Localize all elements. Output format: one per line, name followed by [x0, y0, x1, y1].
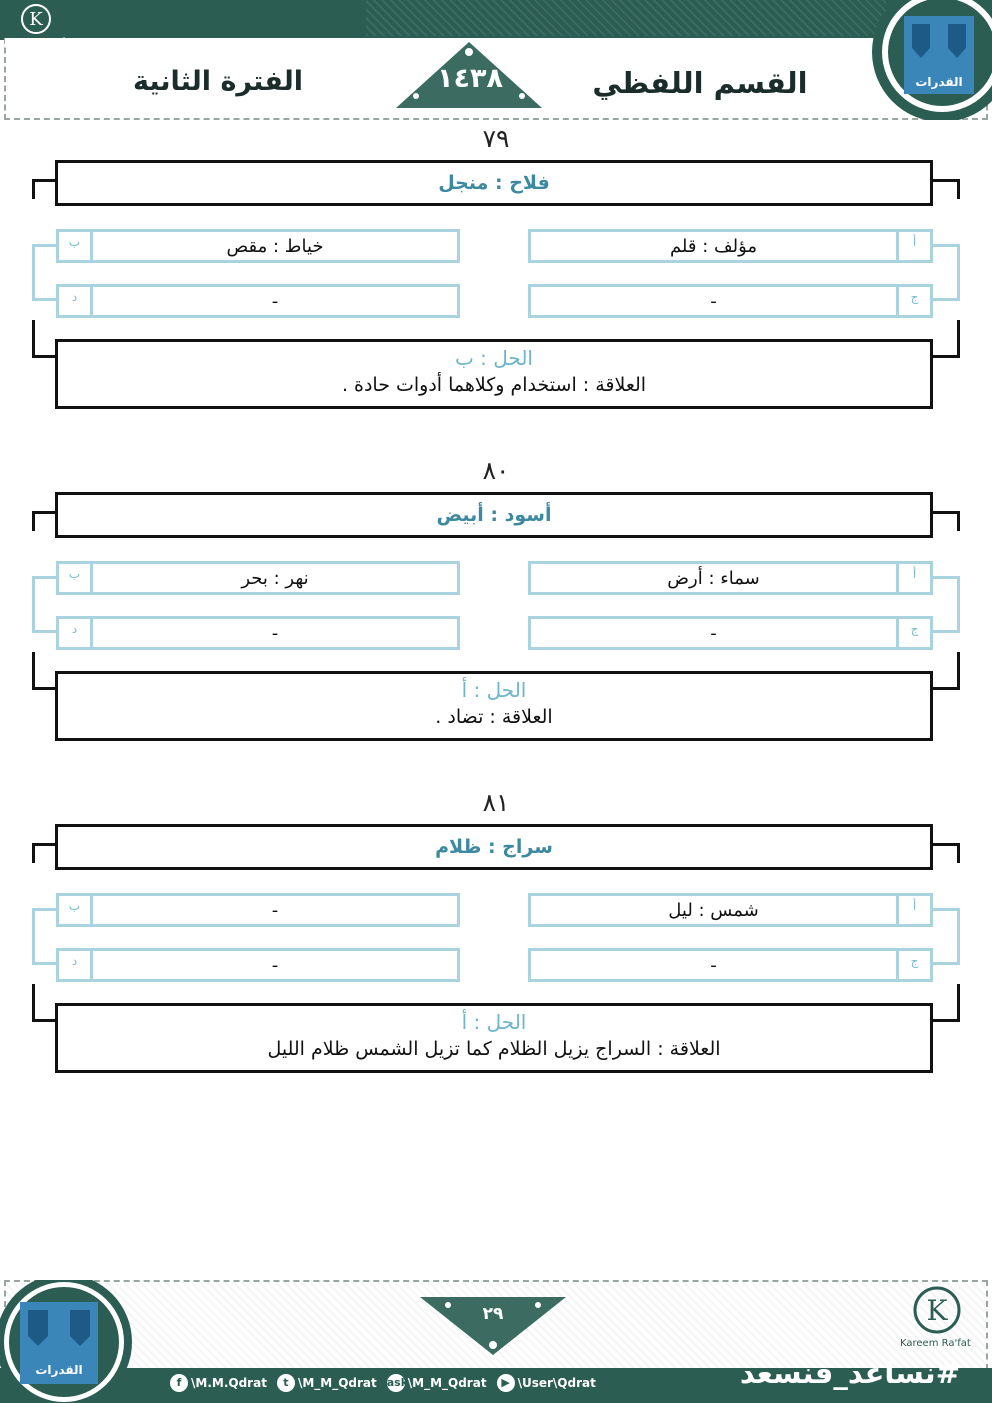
bracket-line	[957, 984, 960, 1022]
option-letter: أ	[896, 232, 930, 260]
page-number: ٢٩	[482, 1304, 504, 1324]
bracket-line	[32, 652, 35, 690]
question-stem: فلاح : منجل	[438, 172, 550, 194]
section-title: القسم اللفظي	[592, 66, 808, 100]
question-stem: أسود : أبيض	[436, 504, 552, 526]
option-bracket	[932, 244, 960, 247]
option-bracket	[957, 908, 960, 964]
solution-box	[55, 1003, 933, 1073]
question-stem-box	[55, 160, 933, 206]
option-c[interactable]	[528, 616, 933, 650]
bracket-line	[957, 652, 960, 690]
option-d[interactable]	[56, 284, 460, 318]
bracket-line	[932, 687, 960, 690]
option-b[interactable]	[56, 561, 460, 595]
social-link[interactable]	[497, 1374, 596, 1392]
option-bracket	[32, 244, 56, 247]
bracket-line	[32, 843, 56, 846]
option-b[interactable]	[56, 229, 460, 263]
option-letter: ج	[896, 951, 930, 979]
option-a[interactable]	[528, 229, 933, 263]
bracket-line	[32, 179, 35, 199]
option-value: -	[271, 899, 279, 921]
facebook-icon: f	[170, 1374, 188, 1392]
option-letter: د	[59, 619, 93, 647]
emblem-text: القدرات	[915, 75, 963, 89]
bracket-line	[957, 843, 960, 863]
bracket-line	[932, 355, 960, 358]
option-bracket	[32, 908, 56, 911]
bracket-line	[932, 511, 960, 514]
footer-emblem-text: القدرات	[35, 1363, 83, 1377]
question-stem: سراج : ظلام	[435, 836, 553, 858]
social-handle: \M_M_Qdrat	[297, 1376, 377, 1390]
solution-label: الحل : أ	[461, 678, 527, 702]
social-handle: \M_M_Qdrat	[407, 1376, 487, 1390]
youtube-icon: ▶	[497, 1374, 515, 1392]
social-link[interactable]	[387, 1374, 487, 1392]
option-letter: ج	[896, 287, 930, 315]
option-letter: د	[59, 287, 93, 315]
option-bracket	[932, 908, 960, 911]
option-bracket	[932, 962, 960, 965]
header-stripe	[366, 0, 886, 36]
option-bracket	[32, 630, 56, 633]
option-letter: ب	[59, 564, 93, 592]
bracket-line	[32, 179, 56, 182]
question-stem-box	[55, 492, 933, 538]
option-d[interactable]	[56, 948, 460, 982]
option-bracket	[32, 244, 35, 300]
option-value: نهر : بحر	[241, 567, 309, 589]
option-bracket	[32, 576, 56, 579]
option-bracket	[32, 908, 35, 964]
option-letter: أ	[896, 896, 930, 924]
option-a[interactable]	[528, 561, 933, 595]
option-a[interactable]	[528, 893, 933, 927]
option-value: خياط : مقص	[226, 235, 324, 257]
option-value: -	[271, 622, 279, 644]
bracket-line	[32, 320, 35, 358]
option-bracket	[32, 298, 56, 301]
option-c[interactable]	[528, 948, 933, 982]
option-b[interactable]	[56, 893, 460, 927]
option-value: -	[710, 290, 717, 312]
option-value: -	[271, 290, 279, 312]
social-links	[170, 1374, 596, 1392]
relation-text: العلاقة : السراج يزيل الظلام كما تزيل الشمس ظلام الليل	[267, 1038, 721, 1060]
solution-label: الحل : ب	[455, 346, 533, 370]
option-letter: د	[59, 951, 93, 979]
option-c[interactable]	[528, 284, 933, 318]
question-number: ٨١	[482, 788, 510, 817]
option-bracket	[932, 630, 960, 633]
option-value: مؤلف : قلم	[669, 235, 758, 257]
year-label: ١٤٣٨	[437, 63, 503, 94]
bracket-line	[932, 843, 960, 846]
footer-emblem-icon	[0, 1280, 140, 1403]
question-number: ٨٠	[482, 456, 510, 485]
question-number: ٧٩	[482, 124, 510, 153]
kareem-logo-icon	[16, 2, 56, 36]
social-link[interactable]	[277, 1374, 377, 1392]
svg-text:K: K	[29, 9, 43, 30]
footer-hashtag: #نساعد_فنسعد	[739, 1356, 960, 1390]
ask-icon: ask	[387, 1374, 405, 1392]
option-bracket	[32, 576, 35, 632]
question-stem-box	[55, 824, 933, 870]
twitter-icon: t	[277, 1374, 295, 1392]
option-value: -	[271, 954, 279, 976]
option-value: -	[710, 954, 717, 976]
relation-text: العلاقة : استخدام وكلاهما أدوات حادة .	[341, 374, 647, 396]
option-bracket	[32, 962, 56, 965]
bracket-line	[32, 1019, 56, 1022]
option-letter: أ	[896, 564, 930, 592]
social-handle: \M.M.Qdrat	[191, 1376, 267, 1390]
social-handle: \User\Qdrat	[517, 1376, 596, 1390]
bracket-line	[957, 511, 960, 531]
bracket-line	[32, 984, 35, 1022]
bracket-line	[932, 1019, 960, 1022]
period-title: الفترة الثانية	[132, 66, 304, 97]
option-letter: ب	[59, 896, 93, 924]
option-value: سماء : أرض	[667, 567, 760, 589]
option-bracket	[957, 244, 960, 300]
qudrat-emblem-icon	[862, 0, 992, 120]
relation-text: العلاقة : تضاد .	[435, 706, 553, 728]
footer-kareem-logo-icon	[904, 1284, 970, 1336]
option-bracket	[957, 576, 960, 632]
bracket-line	[957, 179, 960, 199]
option-letter: ج	[896, 619, 930, 647]
solution-box	[55, 671, 933, 741]
solution-label: الحل : أ	[461, 1010, 527, 1034]
header-logo-text: Kareem Ra'fat	[4, 37, 75, 48]
footer-logo-text: Kareem Ra'fat	[900, 1338, 971, 1349]
bracket-line	[32, 843, 35, 863]
option-value: -	[710, 622, 717, 644]
option-bracket	[932, 576, 960, 579]
bracket-line	[32, 687, 56, 690]
bracket-line	[32, 355, 56, 358]
option-d[interactable]	[56, 616, 460, 650]
bracket-line	[32, 511, 56, 514]
bracket-line	[32, 511, 35, 531]
option-value: شمس : ليل	[668, 899, 759, 921]
bracket-line	[932, 179, 960, 182]
option-bracket	[932, 298, 960, 301]
solution-box	[55, 339, 933, 409]
bracket-line	[957, 320, 960, 358]
social-link[interactable]	[170, 1374, 267, 1392]
svg-text:K: K	[926, 1294, 948, 1327]
option-letter: ب	[59, 232, 93, 260]
